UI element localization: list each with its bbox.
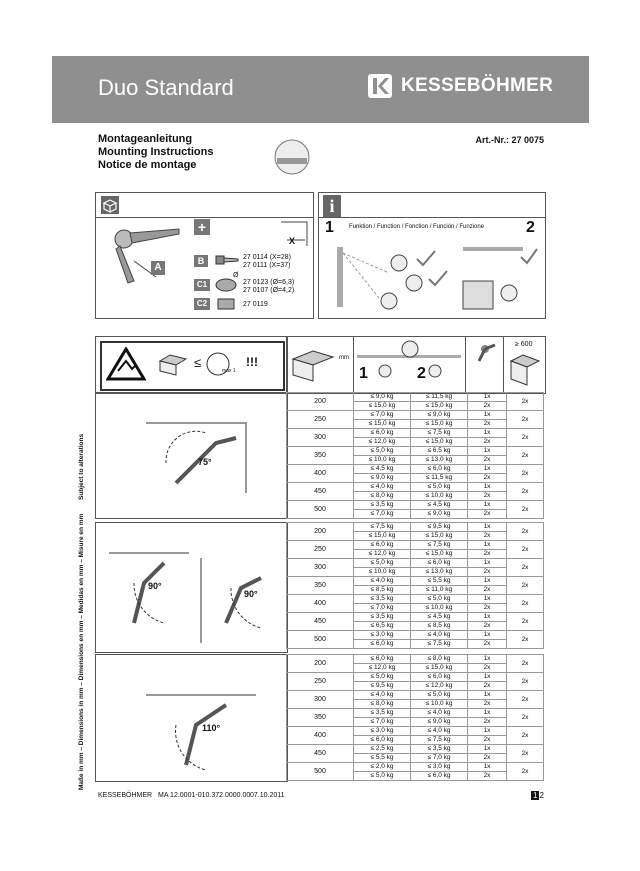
lift-75-diagram — [136, 413, 256, 503]
wide-cabinet-count-cell: 2x — [507, 655, 544, 673]
depth-cell: 200 — [287, 393, 354, 411]
wide-cabinet-count-cell: 2x — [507, 393, 544, 411]
load-cell-pos2: ≤ 13,0 kg — [411, 456, 468, 465]
header-step-1: 1 — [359, 365, 368, 382]
dimension-x: X — [289, 236, 296, 246]
load-cell-pos2: ≤ 6,0 kg — [411, 772, 468, 781]
depth-cell: 200 — [287, 523, 354, 541]
table-row — [287, 559, 544, 568]
load-cell-pos1: ≤ 15,0 kg — [354, 402, 411, 411]
load-cell-pos2: ≤ 5,5 kg — [411, 577, 468, 586]
part-label-c2: C2 — [194, 298, 210, 310]
wide-cabinet-count-cell: 2x — [507, 577, 544, 595]
mm-label: mm — [339, 355, 349, 361]
depth-cell: 450 — [287, 745, 354, 763]
mechanism-count-cell: 1x — [468, 727, 507, 736]
part-c1-numbers — [243, 279, 294, 295]
load-cell-pos2: ≤ 4,0 kg — [411, 631, 468, 640]
table-row — [287, 691, 544, 700]
mechanism-count-cell: 2x — [468, 402, 507, 411]
mechanism-count-cell: 2x — [468, 586, 507, 595]
part-b-numbers — [243, 254, 291, 270]
table-row — [287, 541, 544, 550]
load-cell-pos2: ≤ 9,0 kg — [411, 718, 468, 727]
mechanism-count-cell: 2x — [468, 718, 507, 727]
certificate-seal-icon — [273, 138, 311, 176]
part-c1-line1: 27 0123 (Ø=6,3) — [243, 279, 295, 286]
load-cell-pos1: ≤ 6,0 kg — [354, 541, 411, 550]
lift-mechanism-illustration — [104, 221, 184, 291]
mechanism-count-cell: 2x — [468, 510, 507, 519]
part-b-line1: 27 0114 (X=28) — [243, 254, 291, 261]
mechanism-count-cell: 1x — [468, 541, 507, 550]
info-icon: i — [323, 195, 341, 217]
mechanism-count-cell: 2x — [468, 772, 507, 781]
depth-cell: 500 — [287, 501, 354, 519]
load-cell-pos2: ≤ 15,0 kg — [411, 438, 468, 447]
table-row — [287, 763, 544, 772]
table-row — [287, 447, 544, 456]
load-cell-pos1: ≤ 12,0 kg — [354, 550, 411, 559]
depth-cell: 350 — [287, 709, 354, 727]
table-row — [287, 745, 544, 754]
load-cell-pos1: ≤ 5,0 kg — [354, 447, 411, 456]
table-header — [286, 336, 546, 394]
load-cell-pos2: ≤ 10,0 kg — [411, 492, 468, 501]
mechanism-count-cell: 1x — [468, 763, 507, 772]
depth-cell: 250 — [287, 411, 354, 429]
load-cell-pos2: ≤ 11,5 kg — [411, 474, 468, 483]
load-cell-pos1: ≤ 5,0 kg — [354, 559, 411, 568]
part-label-c1: C1 — [194, 279, 210, 291]
side-text-alterations: Subject to alterations — [78, 433, 85, 500]
load-cell-pos1: ≤ 4,0 kg — [354, 691, 411, 700]
depth-cell: 250 — [287, 673, 354, 691]
load-cell-pos2: ≤ 11,5 kg — [411, 393, 468, 402]
depth-cell: 500 — [287, 631, 354, 649]
depth-cell: 450 — [287, 613, 354, 631]
load-cell-pos1: ≤ 3,5 kg — [354, 613, 411, 622]
wide-cabinet-count-cell: 2x — [507, 411, 544, 429]
wide-cabinet-count-cell: 2x — [507, 447, 544, 465]
load-cell-pos1: ≤ 9,0 kg — [354, 393, 411, 402]
footer-brand: KESSEBÖHMER — [98, 792, 153, 799]
brand — [367, 73, 553, 99]
mechanism-count-cell: 1x — [468, 501, 507, 510]
function-illustration-2 — [459, 243, 539, 315]
mechanism-count-cell: 1x — [468, 393, 507, 402]
mechanism-count-cell: 1x — [468, 447, 507, 456]
table-row — [287, 673, 544, 682]
header-step-2: 2 — [417, 365, 426, 382]
cabinet-icon — [158, 353, 188, 377]
load-cell-pos1: ≤ 8,5 kg — [354, 586, 411, 595]
load-cell-pos2: ≤ 15,0 kg — [411, 532, 468, 541]
stop-positions-illustration — [355, 339, 465, 391]
footer-doc-number: MA 12.0001-010.372.0000.00 — [158, 792, 251, 799]
mechanism-count-cell: 1x — [468, 411, 507, 420]
load-cell-pos1: ≤ 7,5 kg — [354, 523, 411, 532]
lift-110-diagram — [136, 675, 266, 775]
mechanism-count-cell: 2x — [468, 568, 507, 577]
load-cell-pos2: ≤ 5,0 kg — [411, 691, 468, 700]
load-cell-pos1: ≤ 10,0 kg — [354, 456, 411, 465]
warning-box — [95, 336, 288, 394]
mechanism-count-cell: 2x — [468, 420, 507, 429]
group-2-table — [286, 522, 544, 649]
plus-icon: + — [194, 219, 210, 235]
mechanism-count-cell: 1x — [468, 523, 507, 532]
mechanism-count-cell: 1x — [468, 631, 507, 640]
load-cell-pos1: ≤ 7,0 kg — [354, 604, 411, 613]
instruction-fr: Notice de montage — [98, 159, 197, 171]
table-row — [287, 465, 544, 474]
table-row — [287, 483, 544, 492]
table-row — [287, 709, 544, 718]
group-2-illustration — [95, 522, 288, 653]
page-current: 1 — [533, 791, 538, 800]
depth-cell: 200 — [287, 655, 354, 673]
load-cell-pos2: ≤ 6,0 kg — [411, 465, 468, 474]
mechanism-count-cell: 2x — [468, 622, 507, 631]
angle-90-a: 90° — [148, 581, 162, 591]
wide-cabinet-count-cell: 2x — [507, 559, 544, 577]
table-row — [287, 393, 544, 402]
load-cell-pos2: ≤ 9,0 kg — [411, 510, 468, 519]
depth-cell: 300 — [287, 691, 354, 709]
wide-cabinet-count-cell: 2x — [507, 673, 544, 691]
mechanism-count-cell: 1x — [468, 559, 507, 568]
load-cell-pos1: ≤ 10,0 kg — [354, 568, 411, 577]
max-label: max 1 — [222, 368, 236, 374]
wide-cabinet-count-cell: 2x — [507, 523, 544, 541]
mechanism-count-cell: 2x — [468, 438, 507, 447]
table-row — [287, 595, 544, 604]
load-cell-pos2: ≤ 7,0 kg — [411, 754, 468, 763]
table-row — [287, 613, 544, 622]
load-cell-pos2: ≤ 6,5 kg — [411, 447, 468, 456]
part-c2-number: 27 0119 — [243, 301, 268, 308]
page-next: 2 — [539, 791, 544, 800]
load-cell-pos1: ≤ 9,0 kg — [354, 474, 411, 483]
table-row — [287, 727, 544, 736]
wide-cabinet-count-cell: 2x — [507, 613, 544, 631]
wide-cabinet-count-cell: 2x — [507, 595, 544, 613]
wide-cabinet-count-cell: 2x — [507, 691, 544, 709]
side-text-dimensions: Maße in mm – Dimensions in mm – Dimensions en mm – Medidas en mm – Misure en mm — [78, 513, 85, 790]
load-cell-pos2: ≤ 9,5 kg — [411, 523, 468, 532]
load-cell-pos1: ≤ 4,5 kg — [354, 465, 411, 474]
load-cell-pos1: ≤ 4,0 kg — [354, 483, 411, 492]
load-cell-pos1: ≤ 6,0 kg — [354, 429, 411, 438]
table-row — [287, 523, 544, 532]
wide-cabinet-count-cell: 2x — [507, 483, 544, 501]
load-cell-pos1: ≤ 7,0 kg — [354, 510, 411, 519]
load-cell-pos1: ≤ 5,5 kg — [354, 754, 411, 763]
load-cell-pos1: ≤ 8,0 kg — [354, 492, 411, 501]
function-title: Funktion / Function / Fonction / Función / Funzione — [349, 224, 485, 230]
load-cell-pos2: ≤ 10,0 kg — [411, 604, 468, 613]
depth-cell: 400 — [287, 727, 354, 745]
mechanism-count-cell: 1x — [468, 745, 507, 754]
load-cell-pos1: ≤ 5,0 kg — [354, 673, 411, 682]
load-cell-pos1: ≤ 2,5 kg — [354, 745, 411, 754]
lte-symbol: ≤ — [194, 355, 202, 370]
load-cell-pos1: ≤ 3,5 kg — [354, 501, 411, 510]
table-row — [287, 411, 544, 420]
load-cell-pos1: ≤ 6,0 kg — [354, 655, 411, 664]
depth-cabinet-icon — [291, 349, 335, 383]
mechanism-count-cell: 2x — [468, 474, 507, 483]
load-cell-pos2: ≤ 4,0 kg — [411, 727, 468, 736]
certification-badge — [273, 138, 311, 176]
page-indicator — [531, 791, 544, 800]
document-title: Duo Standard — [98, 75, 234, 100]
load-cell-pos1: ≤ 9,5 kg — [354, 682, 411, 691]
part-label-a: A — [151, 261, 165, 275]
lift-90-diagram-b — [196, 553, 281, 648]
wide-cabinet-count-cell: 2x — [507, 465, 544, 483]
lift-arm-icon — [473, 341, 497, 363]
load-cell-pos2: ≤ 11,0 kg — [411, 586, 468, 595]
group-3-table — [286, 654, 544, 781]
load-cell-pos1: ≤ 3,5 kg — [354, 595, 411, 604]
part-c1-line2: 27 0107 (Ø=4,2) — [243, 287, 295, 294]
load-cell-pos2: ≤ 6,0 kg — [411, 673, 468, 682]
wide-cabinet-count-cell: 2x — [507, 631, 544, 649]
function-illustration-1 — [329, 243, 449, 313]
function-step-2: 2 — [526, 219, 535, 236]
wide-cabinet-count-cell: 2x — [507, 709, 544, 727]
load-cell-pos1: ≤ 7,0 kg — [354, 718, 411, 727]
instruction-de: Montageanleitung — [98, 133, 193, 145]
mechanism-count-cell: 1x — [468, 429, 507, 438]
instruction-en: Mounting Instructions — [98, 146, 214, 158]
lift-90-diagram-a — [104, 543, 194, 643]
mechanism-count-cell: 2x — [468, 664, 507, 673]
parts-header — [96, 193, 313, 218]
load-cell-pos2: ≤ 12,0 kg — [411, 682, 468, 691]
load-cell-pos1: ≤ 15,0 kg — [354, 532, 411, 541]
load-cell-pos2: ≤ 3,5 kg — [411, 745, 468, 754]
load-cell-pos1: ≤ 2,0 kg — [354, 763, 411, 772]
mechanism-count-cell: 2x — [468, 736, 507, 745]
load-cell-pos2: ≤ 5,0 kg — [411, 595, 468, 604]
mechanism-count-cell: 1x — [468, 483, 507, 492]
load-cell-pos1: ≤ 7,0 kg — [354, 411, 411, 420]
wide-cabinet-count-cell: 2x — [507, 501, 544, 519]
fitting-icon — [214, 295, 240, 313]
group-1-illustration — [95, 392, 288, 519]
brand-name: KESSEBÖHMER — [401, 75, 554, 96]
load-cell-pos2: ≤ 6,0 kg — [411, 559, 468, 568]
mechanism-count-cell: 2x — [468, 700, 507, 709]
angle-90-b: 90° — [244, 589, 258, 599]
load-cell-pos1: ≤ 12,0 kg — [354, 664, 411, 673]
load-cell-pos2: ≤ 15,0 kg — [411, 402, 468, 411]
mechanism-count-cell: 1x — [468, 465, 507, 474]
diameter-symbol: Ø — [233, 272, 239, 279]
depth-cell: 450 — [287, 483, 354, 501]
table-row — [287, 655, 544, 664]
part-b-line2: 27 0111 (X=37) — [243, 262, 291, 269]
angle-110: 110° — [202, 723, 221, 733]
depth-cell: 300 — [287, 559, 354, 577]
mechanism-count-cell: 2x — [468, 532, 507, 541]
load-cell-pos2: ≤ 8,5 kg — [411, 622, 468, 631]
load-cell-pos2: ≤ 8,0 kg — [411, 655, 468, 664]
dowel-icon — [214, 276, 240, 294]
mechanism-count-cell: 2x — [468, 682, 507, 691]
load-cell-pos2: ≤ 9,0 kg — [411, 411, 468, 420]
depth-cell: 250 — [287, 541, 354, 559]
min-width-label: ≥ 600 — [515, 341, 533, 348]
function-step-1: 1 — [325, 219, 334, 236]
load-cell-pos2: ≤ 15,0 kg — [411, 550, 468, 559]
instruction-titles — [98, 133, 213, 172]
load-cell-pos1: ≤ 12,0 kg — [354, 438, 411, 447]
depth-cell: 500 — [287, 763, 354, 781]
load-cell-pos1: ≤ 8,0 kg — [354, 700, 411, 709]
load-cell-pos2: ≤ 7,5 kg — [411, 640, 468, 649]
table-row — [287, 577, 544, 586]
angle-75: 75° — [198, 457, 212, 467]
load-cell-pos1: ≤ 6,5 kg — [354, 622, 411, 631]
depth-cell: 400 — [287, 465, 354, 483]
load-cell-pos1: ≤ 6,0 kg — [354, 640, 411, 649]
group-1-table — [286, 392, 544, 519]
load-cell-pos2: ≤ 5,0 kg — [411, 483, 468, 492]
load-cell-pos1: ≤ 4,0 kg — [354, 577, 411, 586]
depth-cell: 350 — [287, 447, 354, 465]
table-row — [287, 429, 544, 438]
wide-cabinet-count-cell: 2x — [507, 727, 544, 745]
mechanism-count-cell: 1x — [468, 691, 507, 700]
load-cell-pos2: ≤ 13,0 kg — [411, 568, 468, 577]
part-label-b: B — [194, 255, 208, 267]
load-cell-pos2: ≤ 15,0 kg — [411, 664, 468, 673]
footer-date: 07.10.2011 — [250, 792, 285, 799]
load-cell-pos2: ≤ 7,5 kg — [411, 429, 468, 438]
load-cell-pos2: ≤ 4,0 kg — [411, 709, 468, 718]
depth-cell: 350 — [287, 577, 354, 595]
wide-cabinet-count-cell: 2x — [507, 541, 544, 559]
load-cell-pos2: ≤ 4,5 kg — [411, 613, 468, 622]
mechanism-count-cell: 2x — [468, 604, 507, 613]
screw-icon — [214, 251, 240, 269]
mechanism-count-cell: 1x — [468, 709, 507, 718]
mechanism-count-cell: 2x — [468, 492, 507, 501]
load-cell-pos1: ≤ 3,5 kg — [354, 709, 411, 718]
mechanism-count-cell: 2x — [468, 456, 507, 465]
package-icon — [100, 195, 120, 215]
load-cell-pos1: ≤ 5,0 kg — [354, 772, 411, 781]
load-cell-pos2: ≤ 7,5 kg — [411, 736, 468, 745]
wide-cabinet-count-cell: 2x — [507, 763, 544, 781]
load-cell-pos1: ≤ 3,0 kg — [354, 727, 411, 736]
depth-cell: 400 — [287, 595, 354, 613]
load-cell-pos2: ≤ 15,0 kg — [411, 420, 468, 429]
k-logo-icon — [367, 73, 393, 99]
function-box — [318, 192, 546, 319]
wide-cabinet-icon — [509, 353, 541, 389]
wide-cabinet-count-cell: 2x — [507, 429, 544, 447]
mechanism-count-cell: 1x — [468, 673, 507, 682]
mechanism-count-cell: 2x — [468, 640, 507, 649]
load-cell-pos2: ≤ 3,0 kg — [411, 763, 468, 772]
table-row — [287, 501, 544, 510]
warning-exclaim: !!! — [246, 355, 258, 369]
load-cell-pos1: ≤ 6,0 kg — [354, 736, 411, 745]
wide-cabinet-count-cell: 2x — [507, 745, 544, 763]
article-number: Art.-Nr.: 27 0075 — [475, 135, 544, 145]
depth-cell: 300 — [287, 429, 354, 447]
mechanism-count-cell: 2x — [468, 754, 507, 763]
mechanism-count-cell: 1x — [468, 577, 507, 586]
load-cell-pos2: ≤ 7,5 kg — [411, 541, 468, 550]
mechanism-count-cell: 1x — [468, 655, 507, 664]
mechanism-count-cell: 1x — [468, 613, 507, 622]
warning-triangle-icon — [106, 347, 146, 381]
group-3-illustration — [95, 654, 288, 782]
mechanism-count-cell: 2x — [468, 550, 507, 559]
table-row — [287, 631, 544, 640]
load-cell-pos2: ≤ 10,0 kg — [411, 700, 468, 709]
mechanism-count-cell: 1x — [468, 595, 507, 604]
load-cell-pos1: ≤ 3,0 kg — [354, 631, 411, 640]
load-cell-pos1: ≤ 15,0 kg — [354, 420, 411, 429]
load-cell-pos2: ≤ 4,5 kg — [411, 501, 468, 510]
parts-box — [95, 192, 314, 319]
